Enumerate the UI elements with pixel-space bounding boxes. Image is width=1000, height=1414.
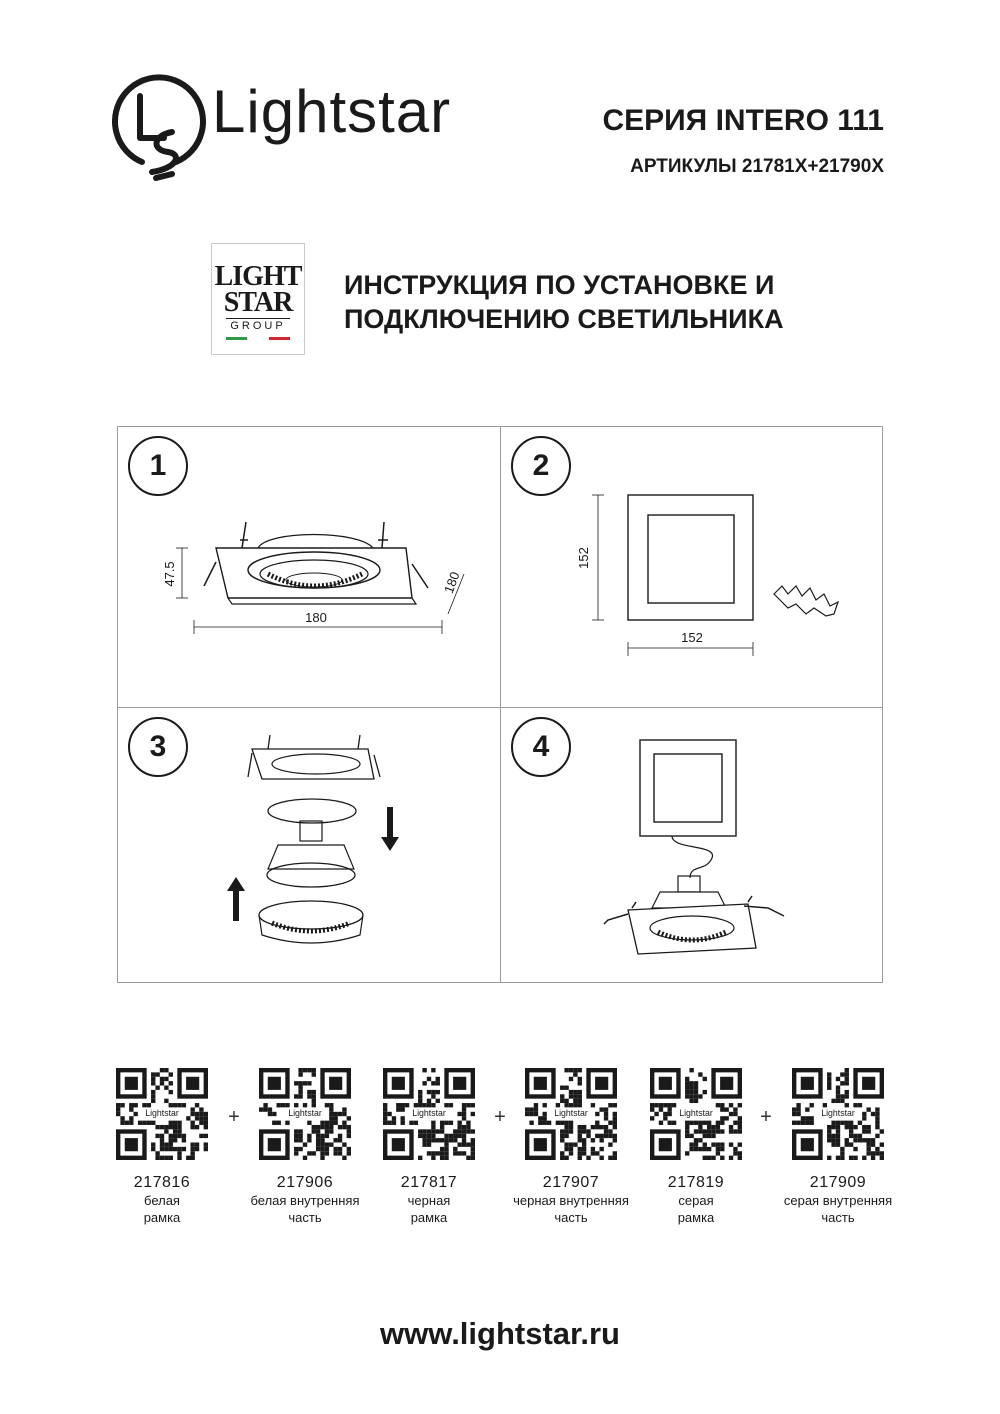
article-numbers: АРТИКУЛЫ 21781X+21790X: [630, 156, 884, 177]
plus-sign: +: [228, 1106, 240, 1128]
qr-code-icon[interactable]: [383, 1068, 475, 1160]
qr-brand-label: Lightstar: [288, 1108, 322, 1119]
grid-divider-vertical: [500, 427, 501, 982]
product-qr-row: [110, 1068, 900, 1238]
product-desc-line2: рамка: [677, 1210, 715, 1225]
product-desc-line1: белая внутренняя: [250, 1193, 360, 1208]
lightstar-group-logo: [211, 243, 305, 355]
product-desc-line1: белая: [144, 1193, 180, 1208]
step-1-dimension-drawing: [158, 512, 478, 652]
step-2-cutout-drawing: [568, 482, 868, 672]
step-4-final-install-drawing: [588, 732, 808, 962]
step-1-number: 1: [128, 436, 188, 496]
qr-brand-label: Lightstar: [412, 1108, 446, 1119]
qr-code-icon[interactable]: [525, 1068, 617, 1160]
plus-sign: +: [494, 1106, 506, 1128]
saw-icon: [774, 586, 838, 616]
website-link[interactable]: www.lightstar.ru: [380, 1316, 620, 1351]
product-desc-line1: черная внутренняя: [513, 1193, 629, 1208]
product-desc-line2: рамка: [410, 1210, 448, 1225]
flag-green: [226, 337, 247, 340]
instruction-title-line2: ПОДКЛЮЧЕНИЮ СВЕТИЛЬНИКА: [344, 304, 784, 334]
product-desc-line1: серая: [678, 1193, 714, 1208]
product-desc-line1: серая внутренняя: [783, 1193, 893, 1208]
qr-code-icon[interactable]: [792, 1068, 884, 1160]
down-arrow-icon: [380, 807, 400, 851]
product-item: [87, 1068, 237, 1226]
step-3-number: 3: [128, 717, 188, 777]
qr-brand-label: Lightstar: [821, 1108, 855, 1119]
product-sku: 217819: [667, 1174, 725, 1191]
product-desc-line2: часть: [554, 1210, 588, 1225]
qr-brand-label: Lightstar: [679, 1108, 713, 1119]
product-desc-line2: часть: [821, 1210, 855, 1225]
flag-red: [269, 337, 290, 340]
qr-code-icon[interactable]: [116, 1068, 208, 1160]
brand-name: Lightstar: [212, 78, 452, 145]
installation-steps-grid: [117, 426, 883, 983]
product-desc-line1: черная: [407, 1193, 451, 1208]
qr-brand-label: Lightstar: [554, 1108, 588, 1119]
flag-white: [247, 337, 268, 340]
step-1-height-label: 47.5: [162, 561, 177, 587]
product-item: [354, 1068, 504, 1226]
plus-sign: +: [760, 1106, 772, 1128]
step-1-width-label: 180: [305, 610, 327, 625]
product-desc-line2: часть: [288, 1210, 322, 1225]
qr-brand-label: Lightstar: [145, 1108, 179, 1119]
up-arrow-icon: [226, 877, 246, 921]
grid-divider-horizontal: [118, 707, 882, 708]
step-4-number: 4: [511, 717, 571, 777]
product-sku: 217816: [133, 1174, 191, 1191]
product-sku: 217817: [400, 1174, 458, 1191]
bulb-logo-icon: [112, 66, 207, 186]
group-logo-line2: STAR: [223, 287, 293, 318]
qr-code-icon[interactable]: [650, 1068, 742, 1160]
product-desc-line2: рамка: [143, 1210, 181, 1225]
qr-code-icon[interactable]: [259, 1068, 351, 1160]
step-2-width-label: 152: [681, 630, 703, 645]
step-2-number: 2: [511, 436, 571, 496]
step-1-depth-label: 180: [441, 569, 463, 596]
group-logo-line1: LIGHT: [214, 261, 302, 292]
instruction-title: [344, 268, 784, 336]
instruction-title-line1: ИНСТРУКЦИЯ ПО УСТАНОВКЕ И: [344, 270, 775, 300]
product-sku: 217907: [542, 1174, 600, 1191]
product-item: [763, 1068, 913, 1226]
product-sku: 217909: [809, 1174, 867, 1191]
group-logo-line3: GROUP: [226, 318, 290, 332]
brand-logo: [112, 66, 492, 186]
product-sku: 217906: [276, 1174, 334, 1191]
italian-flag-stripe: [226, 337, 290, 340]
product-item: [621, 1068, 771, 1226]
series-title: СЕРИЯ INTERO 111: [602, 104, 884, 137]
step-2-height-label: 152: [576, 547, 591, 569]
